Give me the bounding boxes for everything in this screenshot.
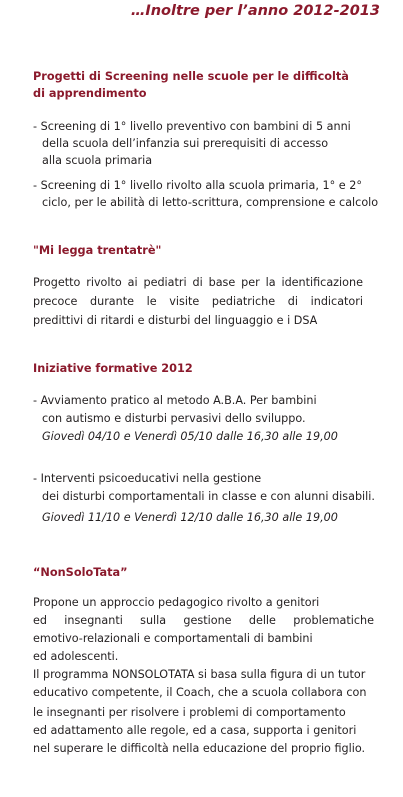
- aba-line-2: con autismo e disturbi pervasivi dello sviluppo.: [42, 412, 306, 425]
- trentatre-line-1: Progetto rivolto ai pediatri di base per la identificazione: [33, 276, 363, 289]
- page-header: …Inoltre per l’anno 2012-2013: [130, 3, 380, 19]
- nonsolotata-line-8: ed adattamento alle regole, ed a casa, supporta i genitori: [33, 724, 357, 737]
- nonsolotata-line-4: ed adolescenti.: [33, 650, 119, 663]
- screening-line-2: della scuola dell’infanzia sui prerequisiti di accesso: [42, 137, 329, 150]
- nonsolotata-line-7: le insegnanti per risolvere i problemi di comportamento: [33, 706, 346, 719]
- screening-line-1: - Screening di 1° livello preventivo con bambini di 5 anni: [33, 120, 351, 133]
- section-title-screening-2: di apprendimento: [33, 87, 147, 100]
- nonsolotata-line-9: nel superare le difficoltà nella educazione del proprio figlio.: [33, 742, 366, 755]
- aba-date: Giovedì 04/10 e Venerdì 05/10 dalle 16,30 alle 19,00: [42, 430, 338, 443]
- screening-line-4: - Screening di 1° livello rivolto alla scuola primaria, 1° e 2°: [33, 179, 362, 192]
- section-title-nonsolotata: “NonSoloTata”: [33, 566, 128, 579]
- nonsolotata-line-3: emotivo-relazionali e comportamentali di bambini: [33, 632, 313, 645]
- psy-line-2: dei disturbi comportamentali in classe e con alunni disabili.: [42, 490, 375, 503]
- nonsolotata-line-1: Propone un approccio pedagogico rivolto a genitori: [33, 596, 320, 609]
- nonsolotata-line-5: Il programma NONSOLOTATA si basa sulla figura di un tutor: [33, 668, 366, 681]
- section-title-screening-1: Progetti di Screening nelle scuole per le difficoltà: [33, 70, 349, 83]
- aba-line-1: - Avviamento pratico al metodo A.B.A. Per bambini: [33, 394, 317, 407]
- nonsolotata-line-2: ed insegnanti sulla gestione delle problematiche: [33, 614, 374, 627]
- section-title-trentatre: "Mi legga trentatrè": [33, 244, 162, 257]
- screening-line-3: alla scuola primaria: [42, 154, 153, 167]
- screening-line-5: ciclo, per le abilità di letto-scrittura, comprensione e calcolo: [42, 196, 379, 209]
- trentatre-line-3: predittivi di ritardi e disturbi del linguaggio e i DSA: [33, 314, 318, 327]
- nonsolotata-line-6: educativo competente, il Coach, che a scuola collabora con: [33, 686, 367, 699]
- psy-line-1: - Interventi psicoeducativi nella gestione: [33, 472, 262, 485]
- section-title-formative: Iniziative formative 2012: [33, 362, 193, 375]
- psy-date: Giovedì 11/10 e Venerdì 12/10 dalle 16,30 alle 19,00: [42, 511, 338, 524]
- trentatre-line-2: precoce durante le visite pediatriche di indicatori: [33, 295, 363, 308]
